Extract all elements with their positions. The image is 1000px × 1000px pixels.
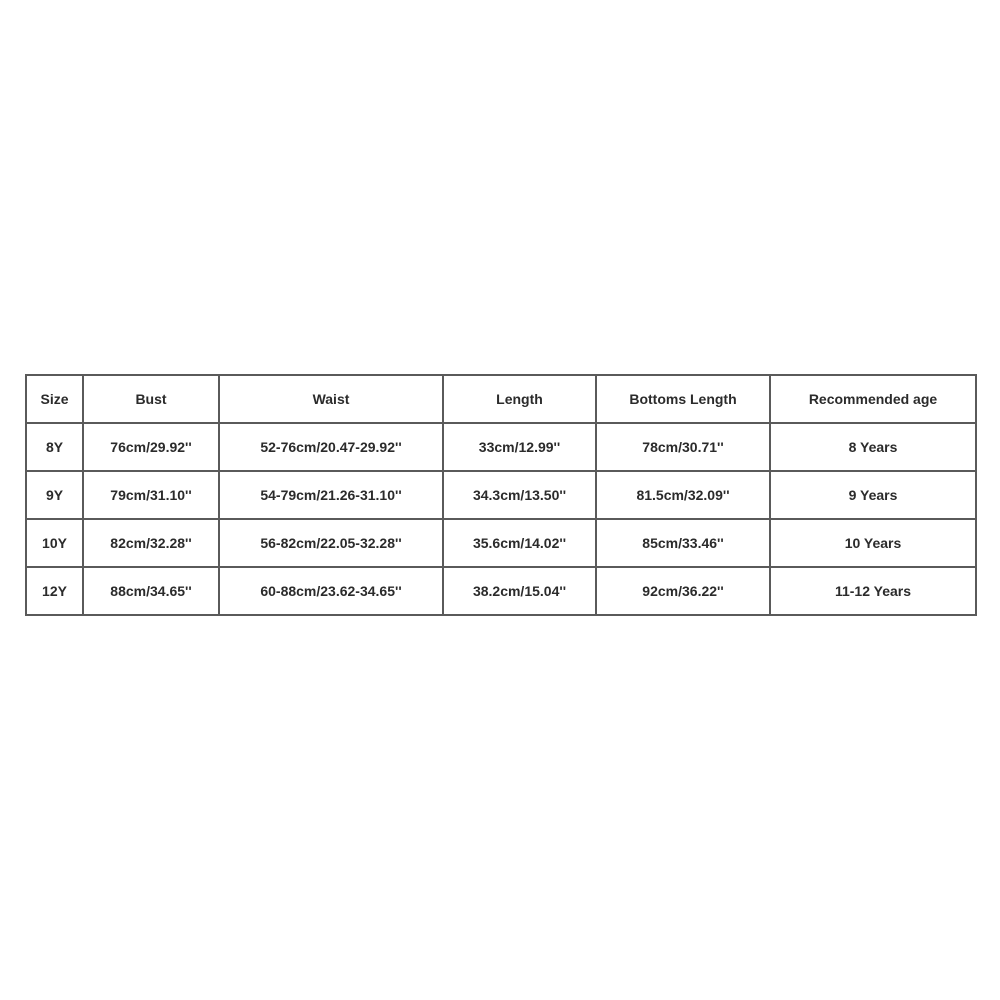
cell-bottoms-length: 81.5cm/32.09'' [596,471,770,519]
cell-waist: 56-82cm/22.05-32.28'' [219,519,443,567]
size-chart-table [25,374,977,616]
header-bottoms-length: Bottoms Length [596,375,770,423]
cell-recommended-age: 11-12 Years [770,567,976,615]
cell-waist: 52-76cm/20.47-29.92'' [219,423,443,471]
cell-size: 8Y [26,423,83,471]
cell-waist: 60-88cm/23.62-34.65'' [219,567,443,615]
cell-bust: 79cm/31.10'' [83,471,219,519]
cell-recommended-age: 8 Years [770,423,976,471]
cell-bust: 82cm/32.28'' [83,519,219,567]
cell-length: 38.2cm/15.04'' [443,567,596,615]
table-row [26,567,976,615]
cell-length: 33cm/12.99'' [443,423,596,471]
table-row [26,519,976,567]
header-waist: Waist [219,375,443,423]
cell-bottoms-length: 85cm/33.46'' [596,519,770,567]
cell-bottoms-length: 92cm/36.22'' [596,567,770,615]
header-size: Size [26,375,83,423]
header-recommended-age: Recommended age [770,375,976,423]
cell-size: 10Y [26,519,83,567]
cell-length: 34.3cm/13.50'' [443,471,596,519]
cell-size: 9Y [26,471,83,519]
cell-waist: 54-79cm/21.26-31.10'' [219,471,443,519]
cell-length: 35.6cm/14.02'' [443,519,596,567]
cell-bust: 76cm/29.92'' [83,423,219,471]
table-row [26,423,976,471]
cell-size: 12Y [26,567,83,615]
table-header-row [26,375,976,423]
cell-recommended-age: 9 Years [770,471,976,519]
header-length: Length [443,375,596,423]
cell-bottoms-length: 78cm/30.71'' [596,423,770,471]
header-bust: Bust [83,375,219,423]
cell-recommended-age: 10 Years [770,519,976,567]
table-row [26,471,976,519]
cell-bust: 88cm/34.65'' [83,567,219,615]
